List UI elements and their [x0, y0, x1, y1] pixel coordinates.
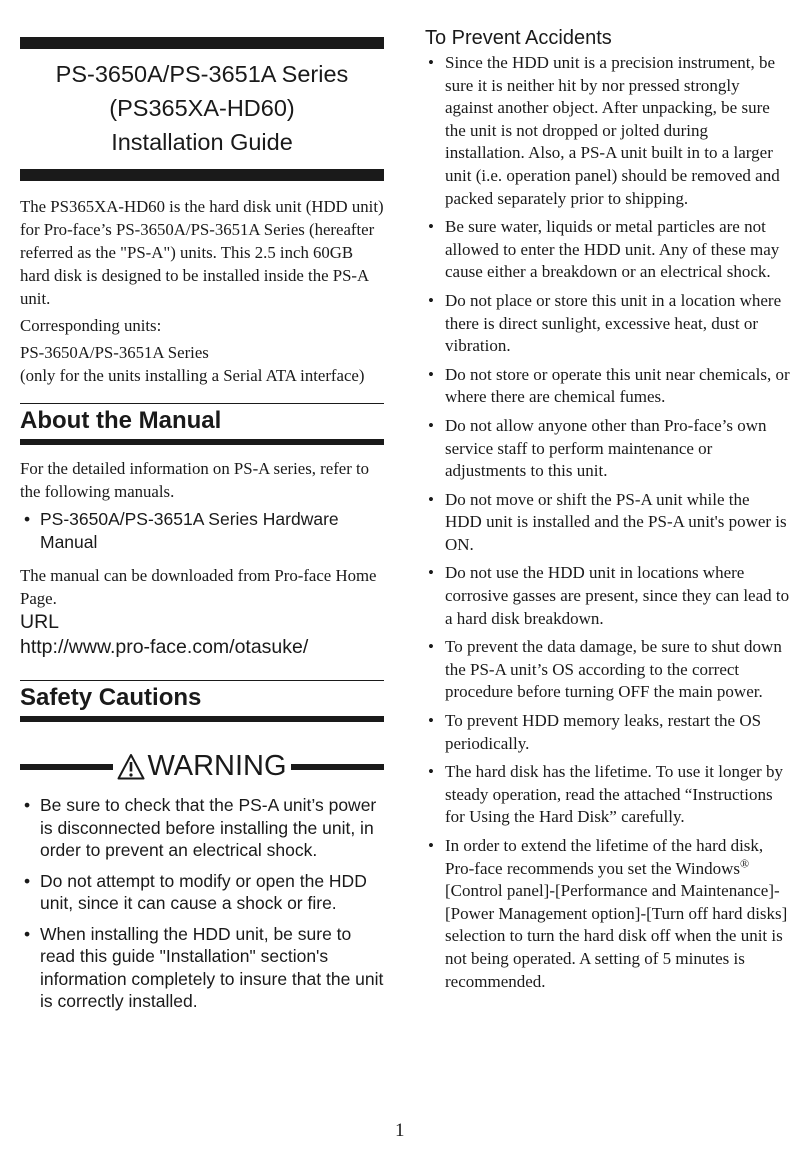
url-label: URL: [20, 611, 60, 633]
bullet: •: [428, 637, 434, 657]
bullet: •: [428, 290, 434, 310]
prevent-item-text: Since the HDD unit is a precision instrument, be sure it is neither hit by nor pressed strongly against another object. After unpacking, be sure the unit is not dropped or jolted during installation. Also, a PS-A unit built in to a larger unit (i.e. operation panel) should be removed and packed separately prior to shipping.: [445, 53, 780, 208]
about-heading: About the Manual: [20, 407, 222, 434]
title-line-1: PS-3650A/PS-3651A Series: [55, 61, 349, 87]
title-top-bar: [20, 37, 384, 49]
safety-bottom-bar: [20, 716, 384, 722]
registered-mark: ®: [740, 855, 750, 870]
about-paragraph: For the detailed information on PS-A series, refer to the following manuals.: [20, 459, 370, 501]
prevent-item: [425, 415, 790, 483]
prevent-item-windows: [425, 835, 790, 993]
warning-item: [20, 794, 384, 862]
prevent-item-text: Do not use the HDD unit in locations where corrosive gasses are present, since they can lead to a hard disk breakdown.: [445, 563, 790, 628]
about-top-rule: [20, 403, 384, 404]
bullet: •: [428, 762, 434, 782]
warning-bar-right: [291, 764, 384, 770]
prevent-item-text: To prevent HDD memory leaks, restart the OS periodically.: [445, 711, 762, 753]
safety-top-rule: [20, 680, 384, 681]
warning-banner: [20, 750, 384, 783]
prevent-item-text: Do not allow anyone other than Pro-face’s own service staff to perform maintenance or adjustments to this unit.: [445, 415, 767, 481]
prevent-item-text: The hard disk has the lifetime. To use it longer by steady operation, read the attached “Instructions for Using the Hard Disk” carefully.: [445, 762, 783, 827]
warning-label: [113, 750, 290, 783]
page-title: [20, 57, 384, 159]
bullet: •: [24, 923, 31, 944]
bullet: •: [428, 711, 434, 731]
warning-item: [20, 870, 384, 915]
manual-list-item: [20, 508, 384, 553]
bullet: •: [428, 217, 434, 237]
prevent-item: [425, 489, 790, 557]
warning-bar-left: [20, 764, 113, 770]
prevent-item: [425, 216, 790, 284]
prevent-item: [425, 636, 790, 704]
about-bottom-bar: [20, 439, 384, 445]
safety-heading: Safety Cautions: [20, 684, 202, 711]
bullet: •: [24, 509, 31, 529]
prevent-item: [425, 562, 790, 630]
corresponding-series: PS-3650A/PS-3651A Series: [20, 343, 209, 362]
warning-item: [20, 923, 384, 1013]
bullet: •: [24, 795, 31, 815]
prevent-item: [425, 52, 790, 210]
prevent-item-text: Be sure water, liquids or metal particles are not allowed to enter the HDD unit. Any of these may cause either a breakdown or an electrical shock.: [445, 217, 780, 282]
warning-triangle-icon: [117, 753, 145, 781]
warning-label-text: WARNING: [147, 750, 287, 782]
prevent-item-text: Do not place or store this unit in a location where there is direct sunlight, excessive heat, dust or vibration.: [445, 290, 782, 356]
manual-item-text: PS-3650A/PS-3651A Series Hardware Manual: [40, 509, 339, 552]
title-line-2: (PS365XA-HD60): [109, 95, 295, 121]
prevent-item-text-after: [Control panel]-[Performance and Maintenance]-[Power Management option]-[Turn off hard disks] selection to turn the hard disk off when the unit is not being operated. A setting of 5 minutes is recommended.: [445, 881, 788, 991]
prevent-item: [425, 761, 790, 829]
bullet: •: [428, 53, 434, 72]
corresponding-units-label: Corresponding units:: [20, 316, 162, 335]
warning-item-text: Do not attempt to modify or open the HDD unit, since it can cause a shock or fire.: [40, 870, 367, 913]
page-number: 1: [395, 1120, 405, 1141]
bullet: •: [428, 364, 434, 384]
download-paragraph: The manual can be downloaded from Pro-face Home Page.: [20, 566, 377, 608]
intro-paragraph: The PS365XA-HD60 is the hard disk unit (HDD unit) for Pro-face’s PS-3650A/PS-3651A Series (hereafter referred as the "PS-A") units. This 2.5 inch 60GB hard disk is designed to be installed inside the PS-A unit.: [20, 197, 384, 308]
prevent-item-text: Do not store or operate this unit near chemicals, or where there are chemical fumes.: [445, 364, 790, 407]
title-line-3: Installation Guide: [111, 129, 293, 155]
prevent-accidents-heading: To Prevent Accidents: [425, 27, 612, 49]
warning-item-text: Be sure to check that the PS-A unit’s power is disconnected before installing the unit, in order to prevent an electrical shock.: [40, 795, 377, 860]
warning-item-text: When installing the HDD unit, be sure to read this guide "Installation" section's information completely to insure that the unit is correctly installed.: [40, 923, 384, 1011]
bullet: •: [428, 836, 434, 855]
corresponding-note: (only for the units installing a Serial ATA interface): [20, 366, 365, 385]
prevent-item: [425, 364, 790, 409]
title-bottom-bar: [20, 169, 384, 181]
prevent-item: [425, 290, 790, 358]
bullet: •: [428, 489, 434, 509]
download-url-link[interactable]: http://www.pro-face.com/otasuke/: [20, 636, 309, 658]
bullet: •: [428, 563, 434, 583]
prevent-item-text-before: In order to extend the lifetime of the hard disk, Pro-face recommends you set the Windows: [445, 836, 764, 878]
prevent-item-text: To prevent the data damage, be sure to shut down the PS-A unit’s OS according to the correct procedure before turning OFF the main power.: [445, 637, 782, 702]
bullet: •: [24, 870, 31, 891]
prevent-item-text: Do not move or shift the PS-A unit while the HDD unit is installed and the PS-A unit's power is ON.: [445, 489, 787, 554]
prevent-item: [425, 710, 790, 755]
bullet: •: [428, 415, 434, 435]
